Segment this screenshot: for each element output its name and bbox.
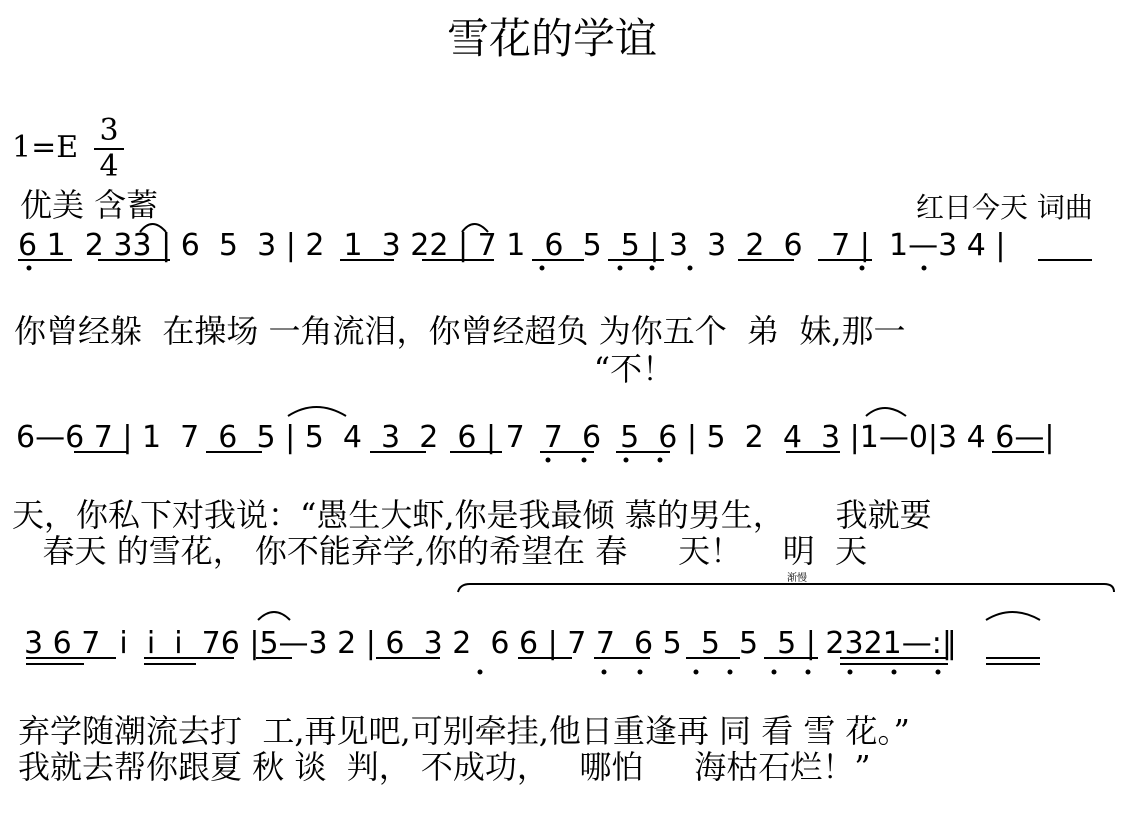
key-signature: 1=E bbox=[12, 130, 79, 165]
lyric-line-1b: “不！ bbox=[14, 350, 675, 388]
song-title: 雪花的学谊 bbox=[446, 14, 657, 63]
lyric-line-3b: 我就去帮你跟夏 秋 谈 判， 不成功， 哪怕 海枯石烂！” bbox=[18, 748, 871, 786]
lyric-line-3a: 弃学随潮流去打 工,再见吧,可别牵挂,他日重逢再 同 看 雪 花。” bbox=[18, 712, 910, 750]
slurs bbox=[140, 224, 1114, 620]
octave-dots bbox=[27, 266, 941, 675]
beam-underlines bbox=[18, 260, 1092, 664]
expression-marking: 渐慢 bbox=[787, 573, 807, 584]
time-signature-top: 3 bbox=[99, 113, 119, 148]
time-signature-bottom: 4 bbox=[99, 149, 119, 184]
composer-credit: 红日今天 词曲 bbox=[916, 191, 1093, 224]
lyric-line-2b: 春天 的雪花， 你不能弃学,你的希望在 春 天！ 明 天 bbox=[12, 532, 868, 570]
tempo-marking: 优美 含蓄 bbox=[20, 186, 159, 224]
lyric-line-1a: 你曾经躲 在操场 一角流泪，你曾经超负 为你五个 弟 妹,那一 bbox=[14, 312, 906, 350]
lyric-line-2a: 天，你私下对我说：“愚生大虾,你是我最倾 慕的男生， 我就要 bbox=[12, 496, 932, 534]
notation-line-2: 6—6 7 | 1 7 6 5 | 5 4 3 2 6 | 7 7 6 5 6 | 5 2 4 3 |1—0|3 4 6—| bbox=[16, 420, 1055, 455]
notation-line-1: 6 1 2 33 | 6 5 3 | 2 1 3 22 | 7 1 6 5 5 | 3 3 2 6 7 | 1—3 4 | bbox=[18, 228, 1006, 263]
notation-line-3: 3 6 7 i i i 76 |5—3 2 | 6 3 2 6 6 | 7 7 6 5 5 5 5 | 2321—:‖ bbox=[24, 626, 957, 661]
